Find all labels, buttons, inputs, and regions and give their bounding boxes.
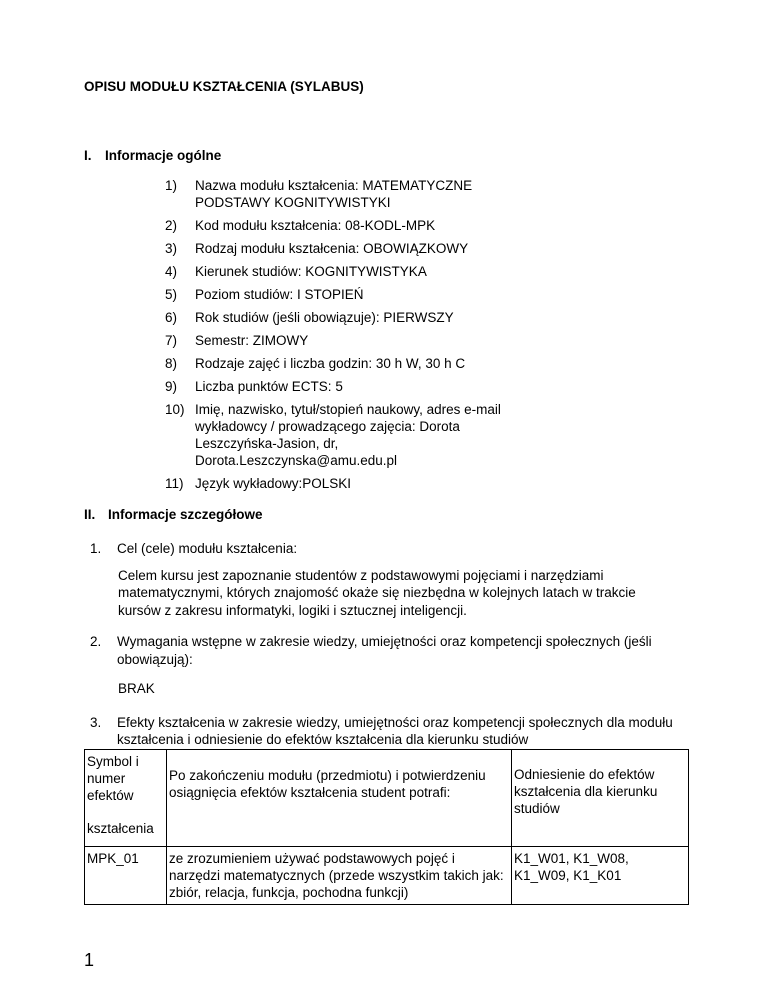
info-item-text: Liczba punktów ECTS: 5 <box>195 379 343 394</box>
general-info-list <box>165 177 525 498</box>
section-2-title: Informacje szczegółowe <box>108 507 263 522</box>
info-item <box>165 217 525 234</box>
info-item-number: 2) <box>165 218 178 233</box>
detail-item-number: 2. <box>90 634 102 649</box>
info-item-number: 4) <box>165 264 178 279</box>
detail-item-text: Efekty kształcenia w zakresie wiedzy, umiejętności oraz kompetencji społecznych dla modułu kształcenia i odniesienie do efektów kształcenia dla kierunku studiów <box>117 714 673 747</box>
info-item-text: Nazwa modułu kształcenia: MATEMATYCZNE PODSTAWY KOGNITYWISTYKI <box>195 178 473 210</box>
info-item-number: 8) <box>165 356 178 371</box>
detail-item <box>90 633 690 668</box>
detail-item-number: 1. <box>90 541 102 556</box>
info-item <box>165 401 525 469</box>
detail-item-body: Celem kursu jest zapoznanie studentów z podstawowymi pojęciami i narzędziami matematycznymi, których znajomość okaże się niezbędna w kolejnych latach w trakcie kursów z zakresu informatyki, logiki i sztucznej inteligencji. <box>118 567 636 618</box>
info-item-number: 6) <box>165 310 178 325</box>
detail-item-body: BRAK <box>118 681 155 696</box>
info-item-text: Rok studiów (jeśli obowiązuje): PIERWSZY <box>195 310 454 325</box>
info-item <box>165 475 525 492</box>
header-reference-cell <box>512 750 689 847</box>
info-item-number: 11) <box>165 476 184 491</box>
table-row <box>85 847 689 905</box>
info-item-text: Język wykładowy:POLSKI <box>195 476 352 491</box>
section-1-title: Informacje ogólne <box>105 148 222 163</box>
header-reference-text: Odniesienie do efektów kształcenia dla kierunku studiów <box>514 767 658 816</box>
info-item-text: Imię, nazwisko, tytuł/stopień naukowy, adres e-mail wykładowcy / prowadzącego zajęcia: Dorota Leszczyńska-Jasion, dr, Dorota.Leszczynska@amu.edu.pl <box>195 402 501 468</box>
detail-item <box>90 540 690 558</box>
row-reference-cell: K1_W01, K1_W08, K1_W09, K1_K01 <box>512 847 689 905</box>
info-item-number: 10) <box>165 402 185 417</box>
learning-outcomes-table <box>84 749 689 905</box>
header-symbol-continued: kształcenia <box>87 821 154 836</box>
info-item <box>165 240 525 257</box>
document-title: OPISU MODUŁU KSZTAŁCENIA (SYLABUS) <box>84 79 364 94</box>
info-item <box>165 355 525 372</box>
info-item <box>165 177 525 211</box>
detailed-info-list <box>90 540 690 749</box>
row-symbol-cell: MPK_01 <box>85 847 167 905</box>
section-2-heading <box>84 507 263 522</box>
header-symbol-text: Symbol i numer efektów <box>87 754 139 803</box>
detail-item-text: Cel (cele) modułu kształcenia: <box>117 541 298 556</box>
section-2-number: II. <box>84 507 96 522</box>
header-effect-text: Po zakończeniu modułu (przedmiotu) i potwierdzeniu osiągnięcia efektów kształcenia student potrafi: <box>169 768 486 800</box>
info-item <box>165 309 525 326</box>
info-item-number: 7) <box>165 333 178 348</box>
info-item-number: 1) <box>165 178 178 193</box>
detail-item-text: Wymagania wstępne w zakresie wiedzy, umiejętności oraz kompetencji społecznych (jeśli obowiązują): <box>117 634 652 667</box>
info-item <box>165 263 525 280</box>
detail-item-number: 3. <box>90 714 102 730</box>
info-item-text: Kod modułu kształcenia: 08-KODL-MPK <box>195 218 436 233</box>
info-item-text: Semestr: ZIMOWY <box>195 333 309 348</box>
info-item <box>165 286 525 303</box>
info-item-number: 3) <box>165 241 178 256</box>
info-item-number: 5) <box>165 287 178 302</box>
table-header-row <box>85 750 689 847</box>
info-item-text: Rodzaj modułu kształcenia: OBOWIĄZKOWY <box>195 241 469 256</box>
info-item-text: Kierunek studiów: KOGNITYWISTYKA <box>195 264 427 279</box>
info-item-text: Poziom studiów: I STOPIEŃ <box>195 287 364 302</box>
section-1-number: I. <box>84 148 92 163</box>
info-item <box>165 378 525 395</box>
info-item-text: Rodzaje zajęć i liczba godzin: 30 h W, 30 h C <box>195 356 466 371</box>
header-effect-cell <box>167 750 512 847</box>
header-symbol-cell <box>85 750 167 847</box>
info-item-number: 9) <box>165 379 178 394</box>
detail-item <box>90 714 690 749</box>
info-item <box>165 332 525 349</box>
page-number: 1 <box>84 950 95 970</box>
row-effect-cell: ze zrozumieniem używać podstawowych pojęć i narzędzi matematycznych (przede wszystkim takich jak: zbiór, relacja, funkcja, pochodna funkcji) <box>167 847 512 905</box>
section-1-heading <box>84 148 221 163</box>
